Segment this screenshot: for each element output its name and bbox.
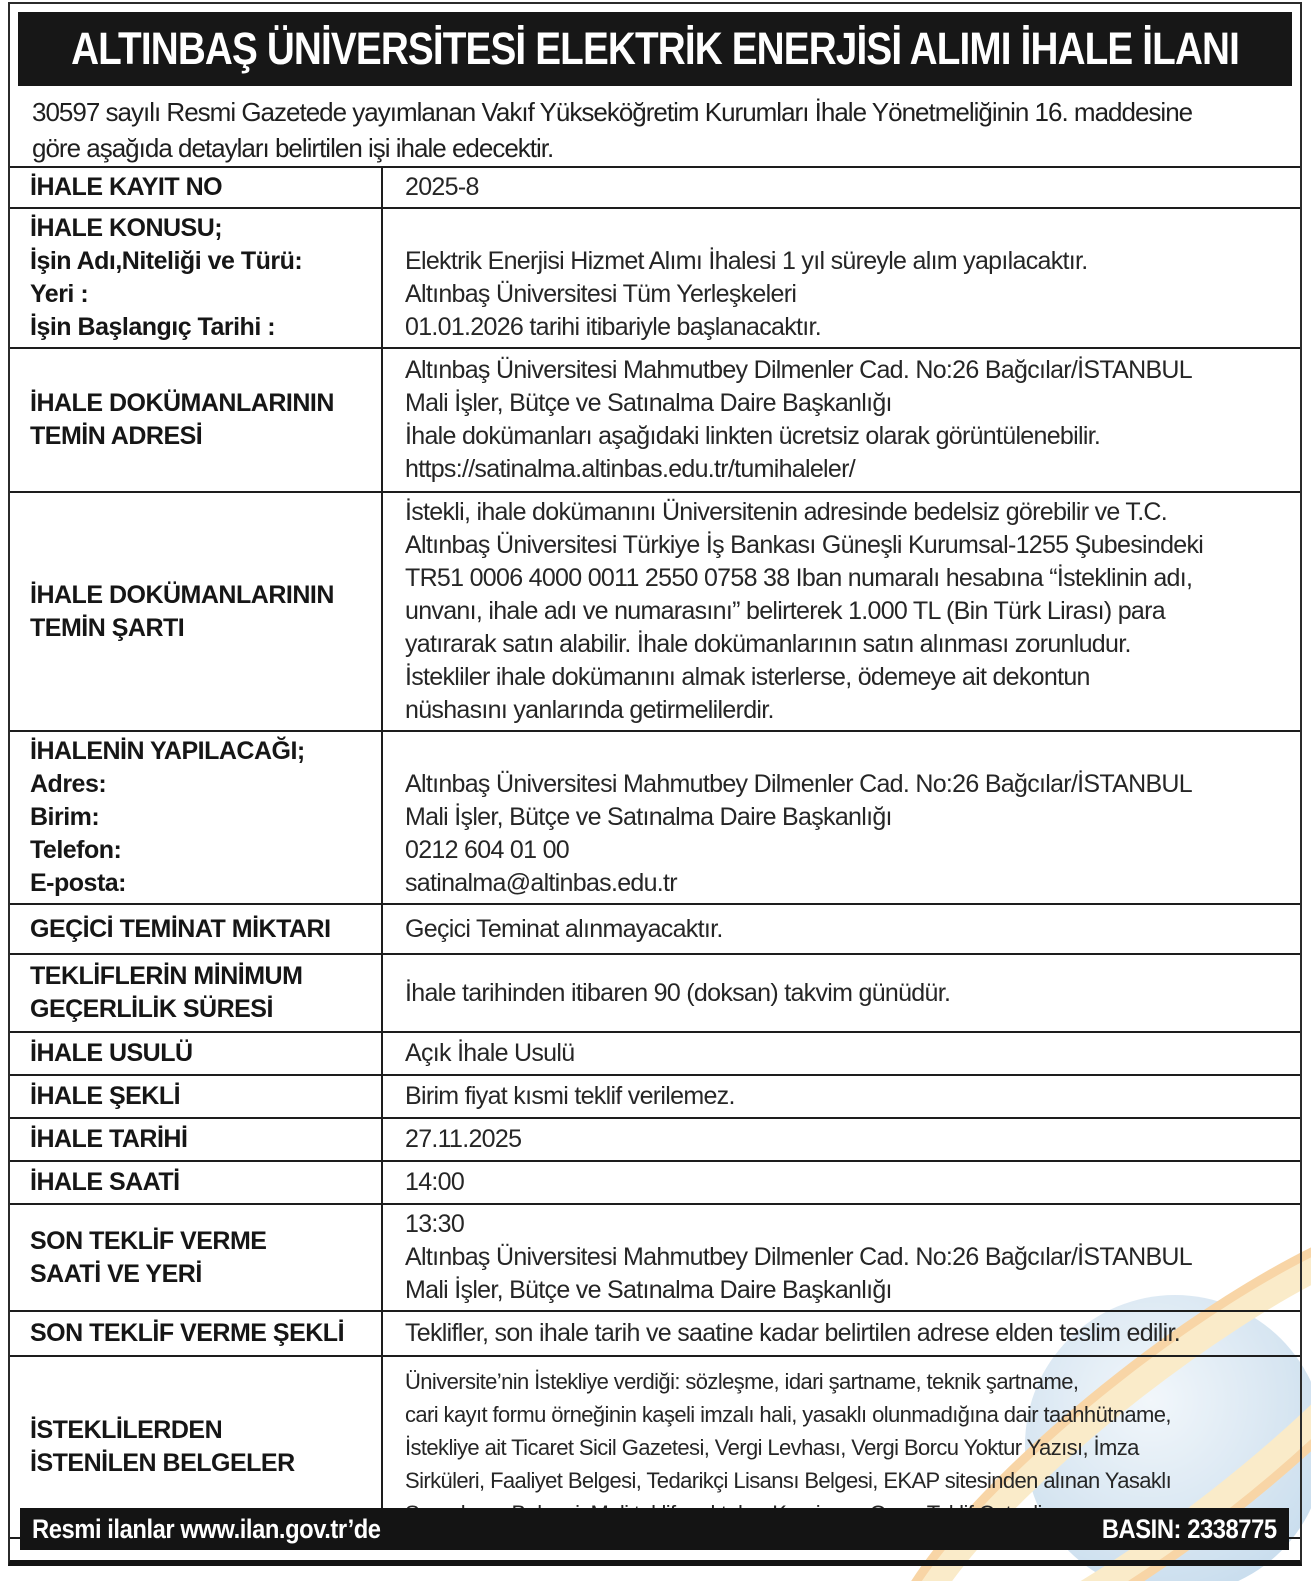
- row-label: [10, 954, 382, 1032]
- row-label-line: Yeri :: [30, 280, 89, 308]
- row-value-line: Altınbaş Üniversitesi Mahmutbey Dilmenler Cad. No:26 Bağcılar/İSTANBUL: [405, 356, 1192, 384]
- row-label-line: İSTENİLEN BELGELER: [30, 1449, 295, 1477]
- row-label-line: E-posta:: [30, 869, 126, 897]
- table-row: [10, 1075, 1300, 1118]
- row-value: [382, 954, 1300, 1032]
- row-value: [382, 1161, 1300, 1204]
- row-value-line: İstekliler ihale dokümanını almak isterlerse, ödemeye ait dekontun: [405, 663, 1090, 691]
- row-label: [10, 731, 382, 904]
- row-value-line: 13:30: [405, 1210, 465, 1238]
- row-value: [382, 208, 1300, 348]
- row-value-line: Mali İşler, Bütçe ve Satınalma Daire Başkanlığı: [405, 389, 892, 417]
- row-value-line: Açık İhale Usulü: [405, 1039, 575, 1067]
- row-value: [382, 1075, 1300, 1118]
- row-label-line: TEMİN ŞARTI: [30, 613, 185, 642]
- table-row: [10, 1311, 1300, 1356]
- row-value-line: TR51 0006 4000 0011 2550 0758 38 Iban numaralı hesabına “İsteklinin adı,: [405, 564, 1193, 592]
- row-value-line: nüshasını yanlarında getirmelilerdir.: [405, 696, 774, 724]
- row-label: [10, 1075, 382, 1118]
- row-value-line: Altınbaş Üniversitesi Türkiye İş Bankası Güneşli Kurumsal-1255 Şubesindeki: [405, 531, 1204, 559]
- row-value-line: Altınbaş Üniversitesi Tüm Yerleşkeleri: [405, 280, 797, 308]
- row-value: [382, 348, 1300, 492]
- row-value: [382, 1204, 1300, 1311]
- row-value: [382, 1118, 1300, 1161]
- row-label-line: İHALE DOKÜMANLARININ: [30, 389, 334, 417]
- row-value: [382, 167, 1300, 208]
- row-label-line: SON TEKLİF VERME: [30, 1226, 267, 1255]
- row-label: [10, 1161, 382, 1204]
- row-label: [10, 1311, 382, 1356]
- row-value: [382, 731, 1300, 904]
- row-value: [382, 904, 1300, 954]
- row-value-line: Altınbaş Üniversitesi Mahmutbey Dilmenler Cad. No:26 Bağcılar/İSTANBUL: [405, 770, 1192, 798]
- table-row: [10, 1032, 1300, 1075]
- row-value-line: 2025-8: [405, 173, 479, 201]
- row-value-line: Altınbaş Üniversitesi Mahmutbey Dilmenler Cad. No:26 Bağcılar/İSTANBUL: [405, 1243, 1192, 1271]
- row-value-line: Teklifler, son ihale tarih ve saatine kadar belirtilen adrese elden teslim edilir.: [405, 1319, 1180, 1347]
- row-value-line: Geçici Teminat alınmayacaktır.: [405, 914, 723, 943]
- row-label-line: GEÇERLİLİK SÜRESİ: [30, 995, 273, 1023]
- row-value-line: İhale dokümanları aşağıdaki linkten ücretsiz olarak görüntülenebilir.: [405, 422, 1101, 450]
- table-row: [10, 731, 1300, 904]
- ad-frame: [8, 2, 1302, 1566]
- row-label-line: İHALE DOKÜMANLARININ: [30, 580, 334, 609]
- row-label-line: Birim:: [30, 803, 100, 831]
- row-value-line: cari kayıt formu örneğinin kaşeli imzalı hali, yasaklı olunmadığına dair taahhütname,: [405, 1401, 1171, 1427]
- row-label-line: İşin Başlangıç Tarihi :: [30, 313, 276, 341]
- row-label-line: İHALE TARİHİ: [30, 1125, 188, 1153]
- row-value: [382, 492, 1300, 731]
- title-bar: [18, 12, 1292, 86]
- row-label-line: İHALE KAYIT NO: [30, 173, 223, 201]
- table-row: [10, 208, 1300, 348]
- row-value-line: 0212 604 01 00: [405, 836, 569, 864]
- row-value-line: Üniversite’nin İstekliye verdiği: sözleşme, idari şartname, teknik şartname,: [405, 1368, 1079, 1394]
- row-label-line: SAATİ VE YERİ: [30, 1259, 202, 1288]
- row-value-line: [405, 212, 1286, 245]
- row-label: [10, 348, 382, 492]
- table-row: [10, 1118, 1300, 1161]
- table-row: [10, 1204, 1300, 1311]
- row-label-line: SON TEKLİF VERME ŞEKLİ: [30, 1319, 345, 1347]
- row-label-line: İHALENİN YAPILACAĞI;: [30, 737, 305, 765]
- row-value: [382, 1032, 1300, 1075]
- row-value-line: İhale tarihinden itibaren 90 (doksan) takvim günüdür.: [405, 978, 951, 1007]
- footer-left-text: Resmi ilanlar www.ilan.gov.tr’de: [32, 1513, 381, 1544]
- table-row: [10, 348, 1300, 492]
- row-value-line: unvanı, ihale adı ve numarasını” belirterek 1.000 TL (Bin Türk Lirası) para: [405, 597, 1165, 625]
- row-label: [10, 1032, 382, 1075]
- row-label: [10, 1118, 382, 1161]
- table-row: [10, 1161, 1300, 1204]
- row-label-line: İHALE ŞEKLİ: [30, 1082, 181, 1110]
- page-title: ALTINBAŞ ÜNİVERSİTESİ ELEKTRİK ENERJİSİ ALIMI İHALE İLANI: [71, 23, 1239, 74]
- row-value-line: Mali İşler, Bütçe ve Satınalma Daire Başkanlığı: [405, 1276, 892, 1304]
- table-row: [10, 904, 1300, 954]
- row-value-line: 27.11.2025: [405, 1125, 522, 1153]
- footer-basin-number: BASIN: 2338775: [1102, 1513, 1277, 1544]
- footer-bar: [20, 1508, 1289, 1550]
- intro-line: göre aşağıda detayları belirtilen işi ihale edecektir.: [32, 133, 554, 163]
- row-label-line: TEMİN ADRESİ: [30, 422, 203, 450]
- row-value-line: İstekliye ait Ticaret Sicil Gazetesi, Vergi Levhası, Vergi Borcu Yoktur Yazısı, İmza: [405, 1434, 1139, 1460]
- row-value-line: 14:00: [405, 1168, 465, 1196]
- table-row: [10, 954, 1300, 1032]
- row-value-line: İstekli, ihale dokümanını Üniversitenin adresinde bedelsiz görebilir ve T.C.: [405, 498, 1168, 526]
- row-label-line: İşin Adı,Niteliği ve Türü:: [30, 247, 303, 275]
- row-label: [10, 1204, 382, 1311]
- row-value-line: Sirküleri, Faaliyet Belgesi, Tedarikçi Lisansı Belgesi, EKAP sitesinden alınan Yasaklı: [405, 1467, 1172, 1493]
- row-label: [10, 492, 382, 731]
- row-value-line: satinalma@altinbas.edu.tr: [405, 869, 677, 897]
- row-label-line: GEÇİCİ TEMİNAT MİKTARI: [30, 914, 331, 943]
- row-value-line: Elektrik Enerjisi Hizmet Alımı İhalesi 1 yıl süreyle alım yapılacaktır.: [405, 247, 1088, 275]
- row-value-line: 01.01.2026 tarihi itibariyle başlanacaktır.: [405, 313, 822, 341]
- row-label-line: İHALE USULÜ: [30, 1039, 193, 1067]
- tender-details-table: [10, 166, 1300, 1539]
- row-label: [10, 167, 382, 208]
- row-label-line: İHALE KONUSU;: [30, 214, 223, 242]
- row-value: [382, 1311, 1300, 1356]
- intro-line: 30597 sayılı Resmi Gazetede yayımlanan Vakıf Yükseköğretim Kurumları İhale Yönetmeliğinin 16. maddesine: [32, 97, 1193, 127]
- row-label: [10, 208, 382, 348]
- row-value-line: yatırarak satın alabilir. İhale dokümanlarının satın alınması zorunludur.: [405, 630, 1131, 658]
- row-label-line: Adres:: [30, 770, 107, 798]
- table-row: [10, 167, 1300, 208]
- row-label-line: TEKLİFLERİN MİNİMUM: [30, 962, 303, 990]
- intro-paragraph: [32, 94, 1300, 166]
- row-value-line: https://satinalma.altinbas.edu.tr/tumihaleler/: [405, 455, 855, 483]
- row-label-line: İHALE SAATİ: [30, 1168, 180, 1196]
- row-value-line: [405, 735, 1286, 768]
- row-label-line: İSTEKLİLERDEN: [30, 1416, 223, 1444]
- table-row: [10, 492, 1300, 731]
- row-value-line: Birim fiyat kısmi teklif verilemez.: [405, 1082, 735, 1110]
- row-label: [10, 904, 382, 954]
- row-label-line: Telefon:: [30, 836, 122, 864]
- row-value-line: Mali İşler, Bütçe ve Satınalma Daire Başkanlığı: [405, 803, 892, 831]
